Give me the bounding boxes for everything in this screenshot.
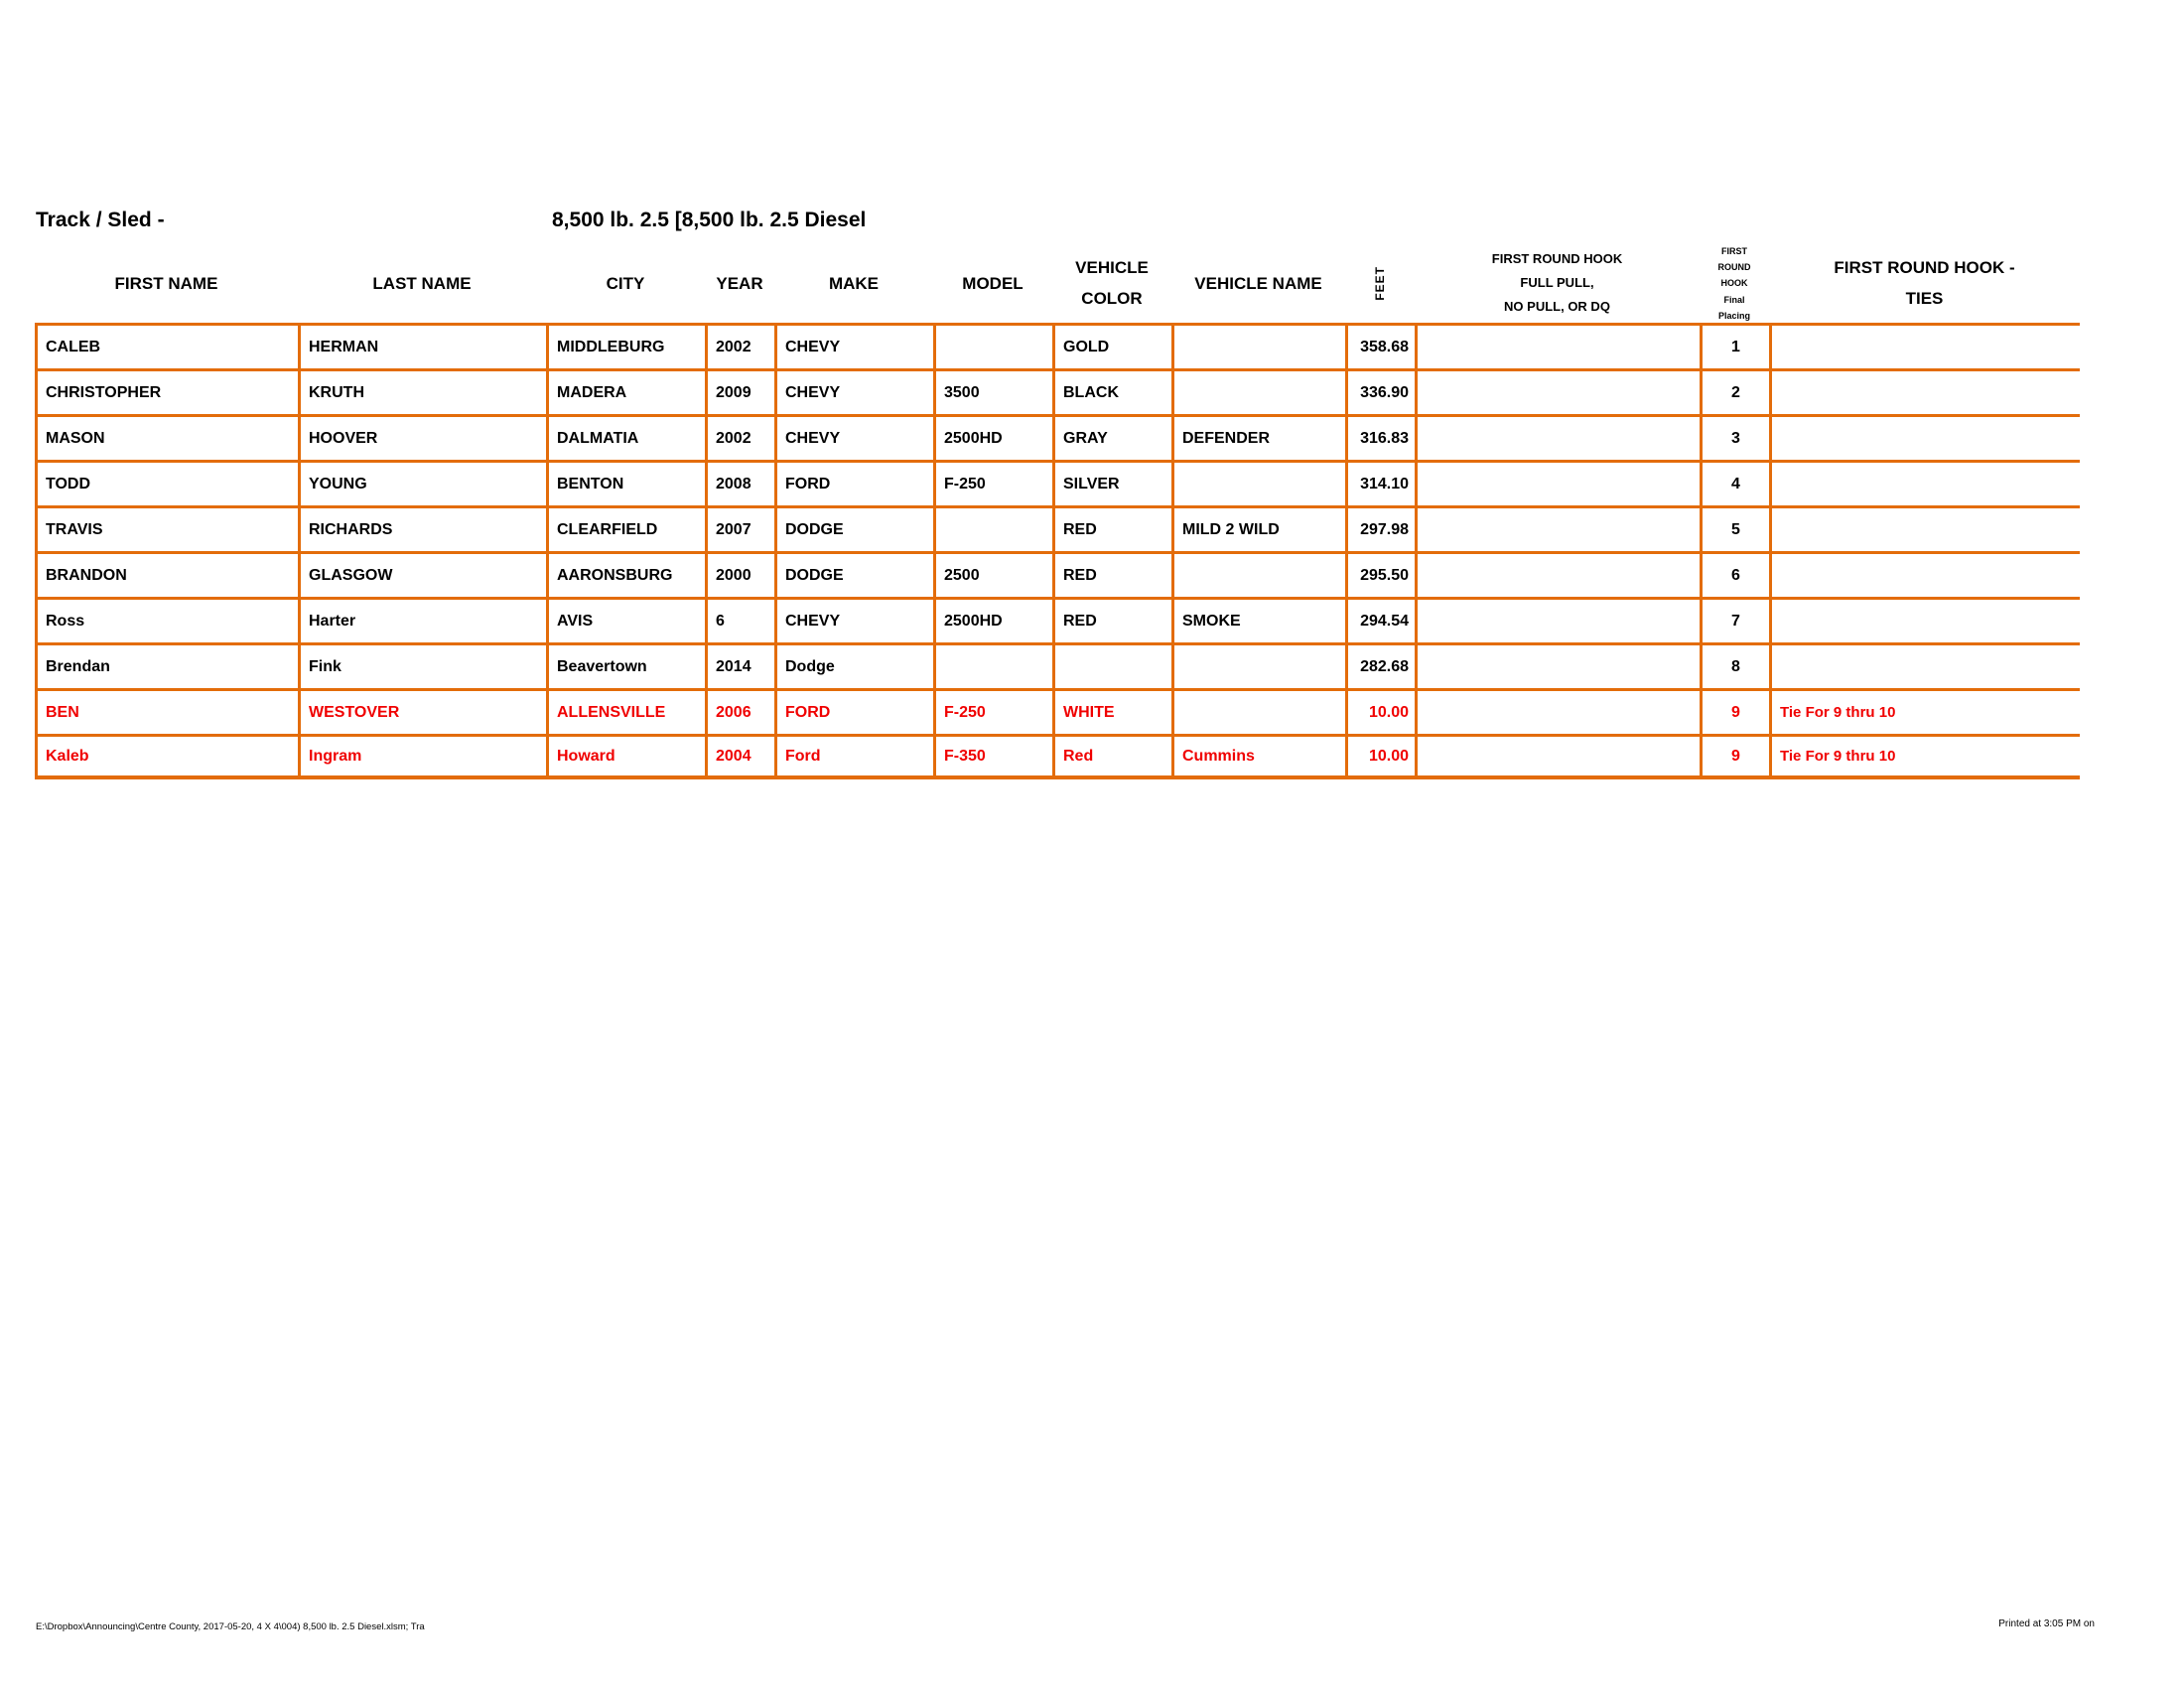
cell-year: 2002 — [705, 414, 774, 460]
cell-placing: 9 — [1700, 734, 1769, 779]
cell-vehicle-name — [1171, 551, 1345, 597]
cell-vehicle-color: Red — [1052, 734, 1171, 779]
cell-first-name: Brendan — [35, 642, 298, 688]
cell-feet: 358.68 — [1345, 323, 1415, 368]
cell-ties — [1769, 505, 2080, 551]
cell-make: CHEVY — [774, 368, 933, 414]
column-header-ties: FIRST ROUND HOOK - TIES — [1834, 258, 2015, 309]
cell-make: DODGE — [774, 505, 933, 551]
cell-placing: 4 — [1700, 460, 1769, 505]
cell-make: CHEVY — [774, 323, 933, 368]
cell-city: MIDDLEBURG — [546, 323, 705, 368]
footer-file-path: E:\Dropbox\Announcing\Centre County, 2017-05-20, 4 X 4\004) 8,500 lb. 2.5 Diesel.xlsm; Tra — [36, 1621, 425, 1632]
cell-vehicle-color: SILVER — [1052, 460, 1171, 505]
column-header-first-name: FIRST NAME — [114, 273, 218, 293]
weight-class-title: 8,500 lb. 2.5 [8,500 lb. 2.5 Diesel — [552, 209, 867, 231]
cell-ties: Tie For 9 thru 10 — [1769, 688, 2080, 734]
column-header-model: MODEL — [962, 273, 1024, 293]
cell-make: DODGE — [774, 551, 933, 597]
cell-city: DALMATIA — [546, 414, 705, 460]
cell-last-name: KRUTH — [298, 368, 546, 414]
cell-full-pull — [1415, 414, 1700, 460]
cell-feet: 297.98 — [1345, 505, 1415, 551]
column-header-feet: FEET — [1372, 266, 1387, 301]
cell-last-name: GLASGOW — [298, 551, 546, 597]
cell-feet: 314.10 — [1345, 460, 1415, 505]
cell-full-pull — [1415, 597, 1700, 642]
cell-placing: 8 — [1700, 642, 1769, 688]
cell-vehicle-color — [1052, 642, 1171, 688]
cell-vehicle-name: SMOKE — [1171, 597, 1345, 642]
cell-placing: 3 — [1700, 414, 1769, 460]
cell-ties — [1769, 368, 2080, 414]
cell-vehicle-name — [1171, 688, 1345, 734]
cell-first-name: TODD — [35, 460, 298, 505]
cell-vehicle-color: BLACK — [1052, 368, 1171, 414]
cell-city: AARONSBURG — [546, 551, 705, 597]
cell-last-name: RICHARDS — [298, 505, 546, 551]
cell-city: Howard — [546, 734, 705, 779]
cell-vehicle-color: RED — [1052, 597, 1171, 642]
column-header-full-pull: FIRST ROUND HOOK FULL PULL, NO PULL, OR DQ — [1491, 251, 1623, 315]
column-header-final-placing: FIRST ROUND HOOK Final Placing — [1717, 246, 1751, 321]
table-body — [35, 323, 2080, 779]
cell-ties — [1769, 642, 2080, 688]
cell-full-pull — [1415, 688, 1700, 734]
cell-vehicle-name — [1171, 368, 1345, 414]
cell-last-name: Fink — [298, 642, 546, 688]
cell-placing: 1 — [1700, 323, 1769, 368]
cell-vehicle-color: RED — [1052, 505, 1171, 551]
cell-feet: 316.83 — [1345, 414, 1415, 460]
cell-full-pull — [1415, 323, 1700, 368]
cell-city: BENTON — [546, 460, 705, 505]
cell-model — [933, 323, 1052, 368]
cell-last-name: HERMAN — [298, 323, 546, 368]
cell-first-name: Kaleb — [35, 734, 298, 779]
cell-vehicle-name: Cummins — [1171, 734, 1345, 779]
cell-feet: 294.54 — [1345, 597, 1415, 642]
cell-full-pull — [1415, 642, 1700, 688]
column-header-last-name: LAST NAME — [372, 273, 472, 293]
cell-year: 2002 — [705, 323, 774, 368]
cell-feet: 336.90 — [1345, 368, 1415, 414]
cell-feet: 282.68 — [1345, 642, 1415, 688]
cell-full-pull — [1415, 551, 1700, 597]
cell-placing: 9 — [1700, 688, 1769, 734]
cell-city: ALLENSVILLE — [546, 688, 705, 734]
cell-placing: 2 — [1700, 368, 1769, 414]
cell-ties — [1769, 551, 2080, 597]
cell-vehicle-color: RED — [1052, 551, 1171, 597]
cell-make: CHEVY — [774, 597, 933, 642]
cell-year: 2004 — [705, 734, 774, 779]
cell-model: F-350 — [933, 734, 1052, 779]
cell-ties — [1769, 323, 2080, 368]
cell-ties — [1769, 460, 2080, 505]
cell-last-name: Ingram — [298, 734, 546, 779]
cell-year: 2009 — [705, 368, 774, 414]
cell-year: 2006 — [705, 688, 774, 734]
cell-year: 2000 — [705, 551, 774, 597]
column-header-year: YEAR — [716, 273, 763, 293]
table-header-row — [35, 243, 2080, 323]
cell-model: 3500 — [933, 368, 1052, 414]
cell-ties: Tie For 9 thru 10 — [1769, 734, 2080, 779]
cell-first-name: Ross — [35, 597, 298, 642]
column-header-make: MAKE — [828, 273, 880, 293]
cell-year: 6 — [705, 597, 774, 642]
cell-vehicle-name — [1171, 642, 1345, 688]
cell-make: FORD — [774, 688, 933, 734]
cell-full-pull — [1415, 368, 1700, 414]
cell-make: Dodge — [774, 642, 933, 688]
cell-placing: 5 — [1700, 505, 1769, 551]
cell-make: CHEVY — [774, 414, 933, 460]
cell-feet: 10.00 — [1345, 734, 1415, 779]
cell-model: 2500 — [933, 551, 1052, 597]
cell-vehicle-name: DEFENDER — [1171, 414, 1345, 460]
cell-year: 2008 — [705, 460, 774, 505]
cell-vehicle-color: GOLD — [1052, 323, 1171, 368]
cell-city: MADERA — [546, 368, 705, 414]
cell-first-name: BEN — [35, 688, 298, 734]
results-table — [35, 243, 2080, 779]
cell-vehicle-color: GRAY — [1052, 414, 1171, 460]
cell-year: 2007 — [705, 505, 774, 551]
cell-model: F-250 — [933, 460, 1052, 505]
cell-vehicle-name: MILD 2 WILD — [1171, 505, 1345, 551]
cell-make: FORD — [774, 460, 933, 505]
cell-full-pull — [1415, 505, 1700, 551]
cell-city: AVIS — [546, 597, 705, 642]
track-sled-title: Track / Sled - — [36, 209, 165, 231]
cell-first-name: CHRISTOPHER — [35, 368, 298, 414]
cell-model: 2500HD — [933, 597, 1052, 642]
cell-model: F-250 — [933, 688, 1052, 734]
cell-model: 2500HD — [933, 414, 1052, 460]
cell-full-pull — [1415, 460, 1700, 505]
cell-first-name: TRAVIS — [35, 505, 298, 551]
cell-vehicle-name — [1171, 323, 1345, 368]
cell-ties — [1769, 597, 2080, 642]
cell-make: Ford — [774, 734, 933, 779]
cell-vehicle-color: WHITE — [1052, 688, 1171, 734]
cell-placing: 6 — [1700, 551, 1769, 597]
column-header-city: CITY — [606, 273, 645, 293]
cell-city: CLEARFIELD — [546, 505, 705, 551]
cell-first-name: MASON — [35, 414, 298, 460]
cell-ties — [1769, 414, 2080, 460]
column-header-vehicle-name: VEHICLE NAME — [1194, 273, 1322, 293]
column-header-vehicle-color: VEHICLE COLOR — [1075, 258, 1149, 309]
cell-model — [933, 642, 1052, 688]
cell-feet: 295.50 — [1345, 551, 1415, 597]
cell-city: Beavertown — [546, 642, 705, 688]
cell-last-name: WESTOVER — [298, 688, 546, 734]
cell-last-name: YOUNG — [298, 460, 546, 505]
cell-first-name: BRANDON — [35, 551, 298, 597]
cell-feet: 10.00 — [1345, 688, 1415, 734]
cell-last-name: Harter — [298, 597, 546, 642]
cell-last-name: HOOVER — [298, 414, 546, 460]
cell-vehicle-name — [1171, 460, 1345, 505]
cell-first-name: CALEB — [35, 323, 298, 368]
footer-printed-at: Printed at 3:05 PM on — [1998, 1618, 2095, 1629]
cell-placing: 7 — [1700, 597, 1769, 642]
cell-model — [933, 505, 1052, 551]
cell-year: 2014 — [705, 642, 774, 688]
cell-full-pull — [1415, 734, 1700, 779]
